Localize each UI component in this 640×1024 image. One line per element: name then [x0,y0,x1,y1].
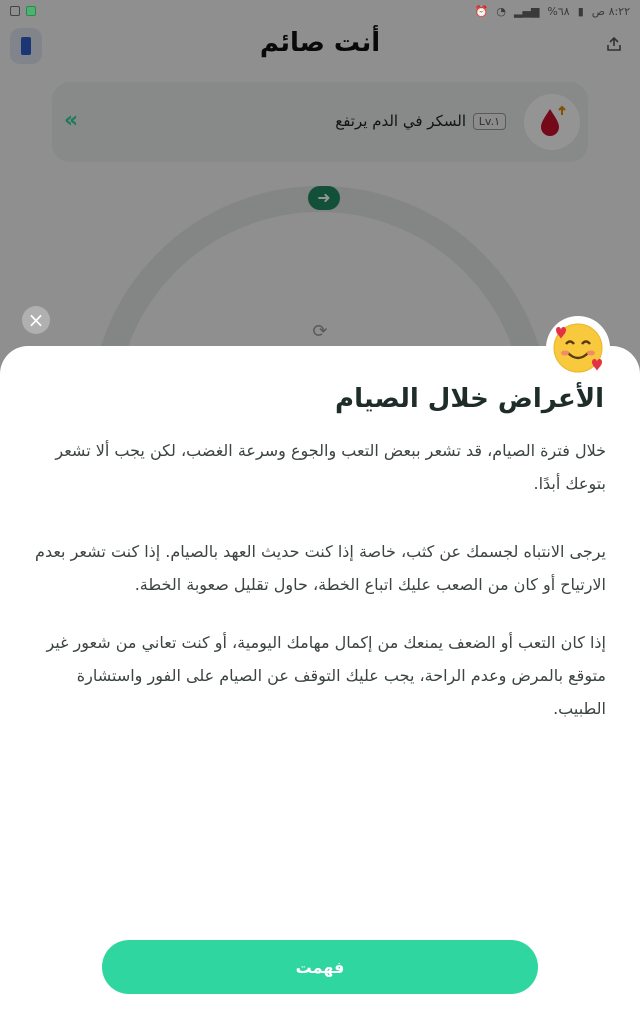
app-title: أنت صائم [259,28,381,58]
signal-icon: ▂▄▆ [514,4,540,18]
paragraph-1: خلال فترة الصيام، قد تشعر ببعض التعب والجوع وسرعة الغضب، لكن يجب ألا تشعر بتوعك أبدًا. [55,441,606,493]
got-it-label: فهمت [295,957,345,977]
smiling-face-with-hearts-icon [546,316,610,380]
alarm-icon: ⏰ [474,4,489,18]
wifi-icon: ◔ [496,4,507,18]
level-badge: Lv.١ [473,113,506,130]
chevron-left-icon[interactable]: ‹‹ [64,108,75,133]
paragraph-3: إذا كان التعب أو الضعف يمنعك من إكمال مهامك اليومية، أو كنت تعاني من شعور غير متوقع بالمرض وعدم الراحة، يجب عليك التوقف عن الصيام على الفور واستشارة الطبيب. [46,633,606,718]
battery-level: %٦٨ [547,4,570,18]
notification-icon [10,6,20,16]
sheet-title: الأعراض خلال الصيام [335,384,604,414]
battery-icon: ▮ [577,4,584,18]
clock: ٨:٢٢ ص [591,4,630,18]
status-icons-right [475,5,630,18]
sync-icon: ⟳ [312,321,328,342]
status-icons-left [10,6,36,16]
app-icon [26,6,36,16]
close-button[interactable] [22,306,50,334]
status-bar [0,0,640,22]
blood-sugar-text: السكر في الدم يرتفع [335,112,466,130]
paragraph-2: يرجى الانتباه لجسمك عن كثب، خاصة إذا كنت حديث العهد بالصيام. إذا كنت تشعر بعدم الارتياح أو كان من الصعب عليك اتباع الخطة، حاول تقليل صعوبة الخطة. [35,542,606,594]
arrow-right-icon: ➜ [308,186,340,210]
got-it-button[interactable] [102,940,538,994]
close-icon: × [27,308,45,332]
